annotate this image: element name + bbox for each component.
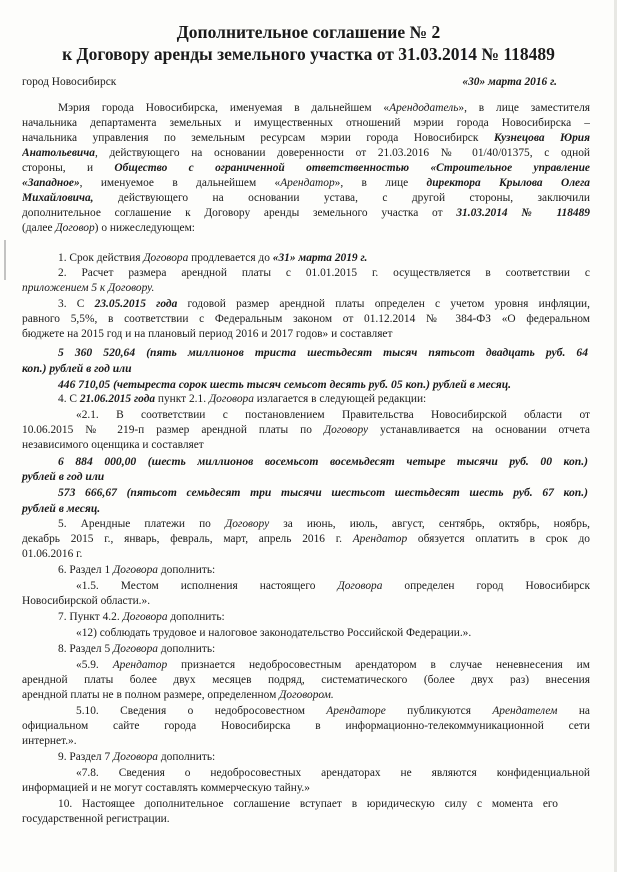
clause-6-line-3: Новосибирской области.».	[22, 595, 151, 607]
intro-line-8: дополнительное соглашение к Договору аренды земельного участка от 31.03.2014 № 118489	[22, 207, 590, 219]
clause-3-line-3: бюджете на 2015 год и на плановый период 2016 и 2017 годов» и составляет	[22, 328, 393, 340]
clause-8-line-5: 5.10. Сведения о недобросовестном Арендаторе публикуются Арендателем на	[76, 705, 590, 717]
intro-line-9: (далее Договор) о нижеследующем:	[22, 222, 195, 234]
rent-annual-new: 6 884 000,00 (шесть миллионов восемьсот восемьдесят четыре тысячи руб. 00 коп.)	[58, 455, 588, 468]
rent-monthly-new: 573 666,67 (пятьсот семьдесят три тысячи шестьсот шестьдесят шесть руб. 67 коп.)	[58, 486, 588, 499]
clause-10-line-1: 10. Настоящее дополнительное соглашение вступает в юридическую силу с момента его	[58, 798, 558, 810]
clause-8-line-4: арендной платы не в полном размере, определенном Договором.	[22, 689, 334, 701]
clause-7-line-1: 7. Пункт 4.2. Договора дополнить:	[58, 611, 225, 623]
clause-2-line-2: приложением 5 к Договору.	[22, 282, 155, 294]
clause-7-line-2: «12) соблюдать трудовое и налоговое законодательство Российской Федерации.».	[76, 627, 472, 639]
clause-3-line-2: равного 5,5%, в соответствии с Федеральным законом от 01.12.2014 № 384-ФЗ «О федеральном	[22, 313, 590, 325]
intro-line-2: начальника департамента земельных и имущественных отношений мэрии города Новосибирска –	[22, 117, 590, 129]
clause-2-line-1: 2. Расчет размера арендной платы с 01.01.2015 г. осуществляется в соответствии с	[58, 267, 590, 279]
rent-monthly-new-cont: рублей в месяц.	[22, 502, 101, 515]
rent-annual-new-cont: рублей в год или	[22, 470, 105, 483]
clause-8-line-3: арендной платы более двух месяцев подряд, систематического (более двух раз) внесения	[22, 674, 590, 686]
document-subtitle: к Договору аренды земельного участка от 31.03.2014 № 118489	[62, 44, 555, 64]
clause-6-line-2: «1.5. Местом исполнения настоящего Договора определен город Новосибирск	[76, 580, 590, 592]
clause-5-line-3: 01.06.2016 г.	[22, 548, 83, 560]
rent-annual-2015-cont: коп.) рублей в год или	[22, 362, 132, 375]
clause-6-line-1: 6. Раздел 1 Договора дополнить:	[58, 564, 216, 576]
clause-5-line-2: декабрь 2015 г., январь, февраль, март, апрель 2016 г. Арендатор обязуется оплатить в срок до	[22, 533, 590, 545]
rent-monthly-2015: 446 710,05 (четыреста сорок шесть тысяч семьсот десять руб. 05 коп.) рублей в месяц.	[58, 378, 512, 391]
document-title: Дополнительное соглашение № 2	[176, 22, 441, 42]
clause-8-line-1: 8. Раздел 5 Договора дополнить:	[58, 643, 216, 655]
city: город Новосибирск	[22, 76, 117, 88]
intro-line-5: стороны, и Общество с ограниченной ответственностью «Строительное управление	[22, 162, 590, 174]
intro-line-4: Анатольевича, действующего на основании доверенности от 21.03.2016 № 01/40/01375, с одной	[22, 147, 590, 159]
clause-1: 1. Срок действия Договора продлевается до «31» марта 2019 г.	[58, 252, 368, 264]
intro-line-3: начальника управления по земельным ресурсам мэрии города Новосибирск Кузнецова Юрия	[22, 132, 590, 144]
clause-8-line-6: официальном сайте города Новосибирска в информационно-телекоммуникационной сети	[22, 720, 590, 732]
clause-8-line-7: интернет.».	[22, 735, 77, 747]
clause-4-line-2: «2.1. В соответствии с постановлением Правительства Новосибирской области от	[76, 409, 590, 421]
clause-10-line-2: государственной регистрации.	[22, 813, 170, 825]
intro-line-7: Михайловича, действующего на основании устава, с другой стороны, заключили	[22, 192, 590, 204]
scan-artifact	[4, 240, 6, 280]
clause-3-line-1: 3. С 23.05.2015 года годовой размер арендной платы определен с учетом уровня инфляции,	[58, 298, 590, 310]
clause-9-line-1: 9. Раздел 7 Договора дополнить:	[58, 751, 216, 763]
document-date: «30» марта 2016 г.	[462, 76, 557, 88]
clause-5-line-1: 5. Арендные платежи по Договору за июнь, июль, август, сентябрь, октябрь, ноябрь,	[58, 518, 590, 530]
clause-8-line-2: «5.9. Арендатор признается недобросовестным арендатором в случае неневнесения им	[76, 659, 590, 671]
intro-line-1: Мэрия города Новосибирска, именуемая в дальнейшем «Арендодатель», в лице заместителя	[58, 102, 590, 114]
clause-4-line-1: 4. С 21.06.2015 года пункт 2.1. Договора излагается в следующей редакции:	[58, 393, 427, 405]
clause-9-line-3: информацией и не могут составлять коммерческую тайну.»	[22, 782, 310, 794]
clause-9-line-2: «7.8. Сведения о недобросовестных арендаторах не являются конфиденциальной	[76, 767, 590, 779]
rent-annual-2015: 5 360 520,64 (пять миллионов триста шестьдесят тысяч пятьсот двадцать руб. 64	[58, 346, 588, 359]
clause-4-line-3: 10.06.2015 № 219-п размер арендной платы по Договору устанавливается на основании отчета	[22, 424, 590, 436]
intro-line-6: «Западное», именуемое в дальнейшем «Арендатор», в лице директора Крылова Олега	[22, 177, 590, 189]
clause-4-line-4: независимого оценщика и составляет	[22, 439, 204, 451]
